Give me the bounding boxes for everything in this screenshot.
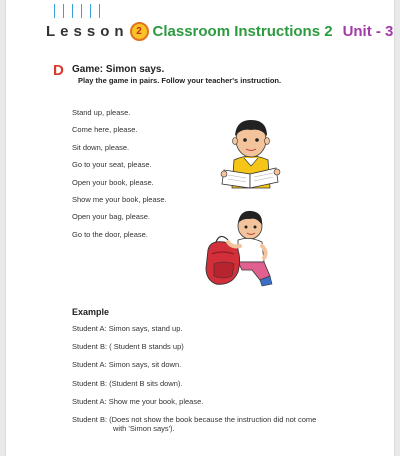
dialogue-line: Student B: (Student B sits down).: [72, 378, 183, 388]
command-item: Go to the door, please.: [72, 229, 148, 239]
example-dialogue: [72, 324, 372, 434]
example-title: Example: [72, 307, 110, 317]
command-item: Open your bag, please.: [72, 212, 150, 222]
command-item: Stand up, please.: [72, 108, 131, 117]
lesson-word: Lesson: [46, 22, 129, 40]
section-title: Game: Simon says.: [72, 64, 165, 75]
command-item: Sit down, please.: [72, 142, 130, 152]
dialogue-line: Student A: Show me your book, please.: [72, 396, 204, 406]
dialogue-line-multiline: [72, 415, 372, 434]
command-item: Come here, please.: [72, 125, 138, 135]
dialogue-line: Student A: Simon says, sit down.: [72, 360, 182, 370]
command-list: [72, 108, 167, 247]
dialogue-line-continuation: with 'Simon says').: [113, 424, 175, 434]
lesson-title: Classroom Instructions 2: [152, 22, 333, 40]
header-tick-marks: [54, 4, 100, 18]
dialogue-line: Student A: Simon says, stand up.: [72, 324, 183, 333]
section-instruction: Play the game in pairs. Follow your teacher's instruction.: [78, 76, 282, 85]
command-item: Open your book, please.: [72, 177, 154, 187]
command-item: Show me your book, please.: [72, 194, 167, 204]
dialogue-line-part: Student B: (Does not show the book because the instruction did not come: [72, 414, 317, 424]
boy-with-book-illustration: [216, 112, 286, 192]
dialogue-line: Student B: ( Student B stands up): [72, 342, 184, 352]
boy-with-schoolbag-illustration: [202, 206, 274, 292]
unit-label: Unit - 3: [342, 22, 394, 40]
lesson-number-badge: 2: [130, 22, 149, 41]
lesson-header: [46, 20, 393, 42]
section-letter: D: [53, 62, 64, 79]
command-item: Go to your seat, please.: [72, 160, 152, 170]
textbook-page: [6, 0, 394, 456]
